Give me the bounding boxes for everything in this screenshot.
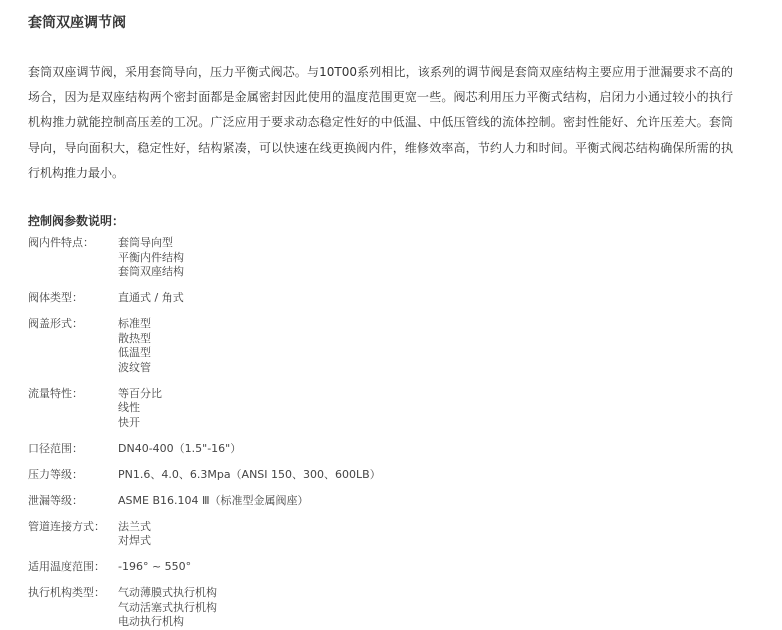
- param-values: [118, 468, 381, 483]
- param-values: [118, 442, 241, 457]
- param-row: [28, 468, 754, 483]
- param-label: 压力等级：: [28, 467, 83, 481]
- param-label: 执行机构类型：: [28, 586, 105, 600]
- param-value: 低温型: [118, 346, 151, 360]
- param-row: [28, 387, 754, 431]
- param-value: 散热型: [118, 331, 151, 345]
- param-value: PN1.6、4.0、6.3Mpa（ANSI 150、300、600LB）: [118, 467, 381, 481]
- param-value: 气动薄膜式执行机构: [118, 586, 217, 600]
- param-value: -196° ~ 550°: [118, 560, 192, 574]
- param-values: [118, 236, 184, 280]
- param-row: [28, 442, 754, 457]
- param-label: 泄漏等级：: [28, 493, 83, 507]
- param-label: 适用温度范围：: [28, 560, 105, 574]
- param-value: 直通式 / 角式: [118, 291, 184, 305]
- param-value: 平衡内件结构: [118, 250, 184, 264]
- param-value: 线性: [118, 401, 140, 415]
- param-value: DN40-400（1.5"-16"）: [118, 441, 242, 455]
- param-row: [28, 520, 754, 549]
- param-row: [28, 317, 754, 375]
- param-values: [118, 317, 151, 375]
- param-values: [118, 291, 184, 306]
- page-title: 套筒双座调节阀: [28, 15, 126, 31]
- param-row: [28, 560, 754, 575]
- section-title: 控制阀参数说明：: [28, 214, 125, 229]
- param-values: [118, 586, 217, 630]
- param-label: 阀内件特点：: [28, 236, 94, 250]
- param-list: [28, 236, 754, 630]
- param-row: [28, 494, 754, 509]
- param-label: 管道连接方式：: [28, 519, 105, 533]
- param-value: 电动执行机构: [118, 615, 184, 629]
- param-row: [28, 236, 754, 280]
- param-label: 阀体类型：: [28, 291, 83, 305]
- param-value: ASME B16.104 Ⅲ（标准型金属阀座）: [118, 493, 309, 507]
- param-value: 气动活塞式执行机构: [118, 600, 217, 614]
- param-value: 快开: [118, 415, 140, 429]
- param-label: 阀盖形式：: [28, 317, 83, 331]
- param-row: [28, 586, 754, 630]
- param-value: 套筒导向型: [118, 236, 173, 250]
- param-value: 对焊式: [118, 534, 151, 548]
- param-values: [118, 387, 162, 431]
- param-value: 套筒双座结构: [118, 265, 184, 279]
- param-values: [118, 520, 151, 549]
- param-value: 法兰式: [118, 519, 151, 533]
- param-values: [118, 560, 191, 575]
- param-label: 口径范围：: [28, 441, 83, 455]
- param-value: 波纹管: [118, 360, 151, 374]
- intro-paragraph: 套筒双座调节阀，采用套筒导向，压力平衡式阀芯。与10T00系列相比，该系列的调节阀是套筒双座结构主要应用于泄漏要求不高的场合，因为是双座结构两个密封面都是金属密封因此使用的温度范围更宽一些。阀芯利用压力平衡式结构，启闭力小通过较小的执行机构推力就能控制高压差的工况。广泛应用于要求动态稳定性好的中低温、中低压管线的流体控制。密封性能好、允许压差大。套筒导向，导向面积大，稳定性好，结构紧凑，可以快速在线更换阀内件，维修效率高，节约人力和时间。平衡式阀芯结构确保所需的执行机构推力最小。: [28, 65, 733, 180]
- param-row: [28, 291, 754, 306]
- param-value: 标准型: [118, 317, 151, 331]
- param-label: 流量特性：: [28, 386, 83, 400]
- param-value: 等百分比: [118, 386, 162, 400]
- param-values: [118, 494, 309, 509]
